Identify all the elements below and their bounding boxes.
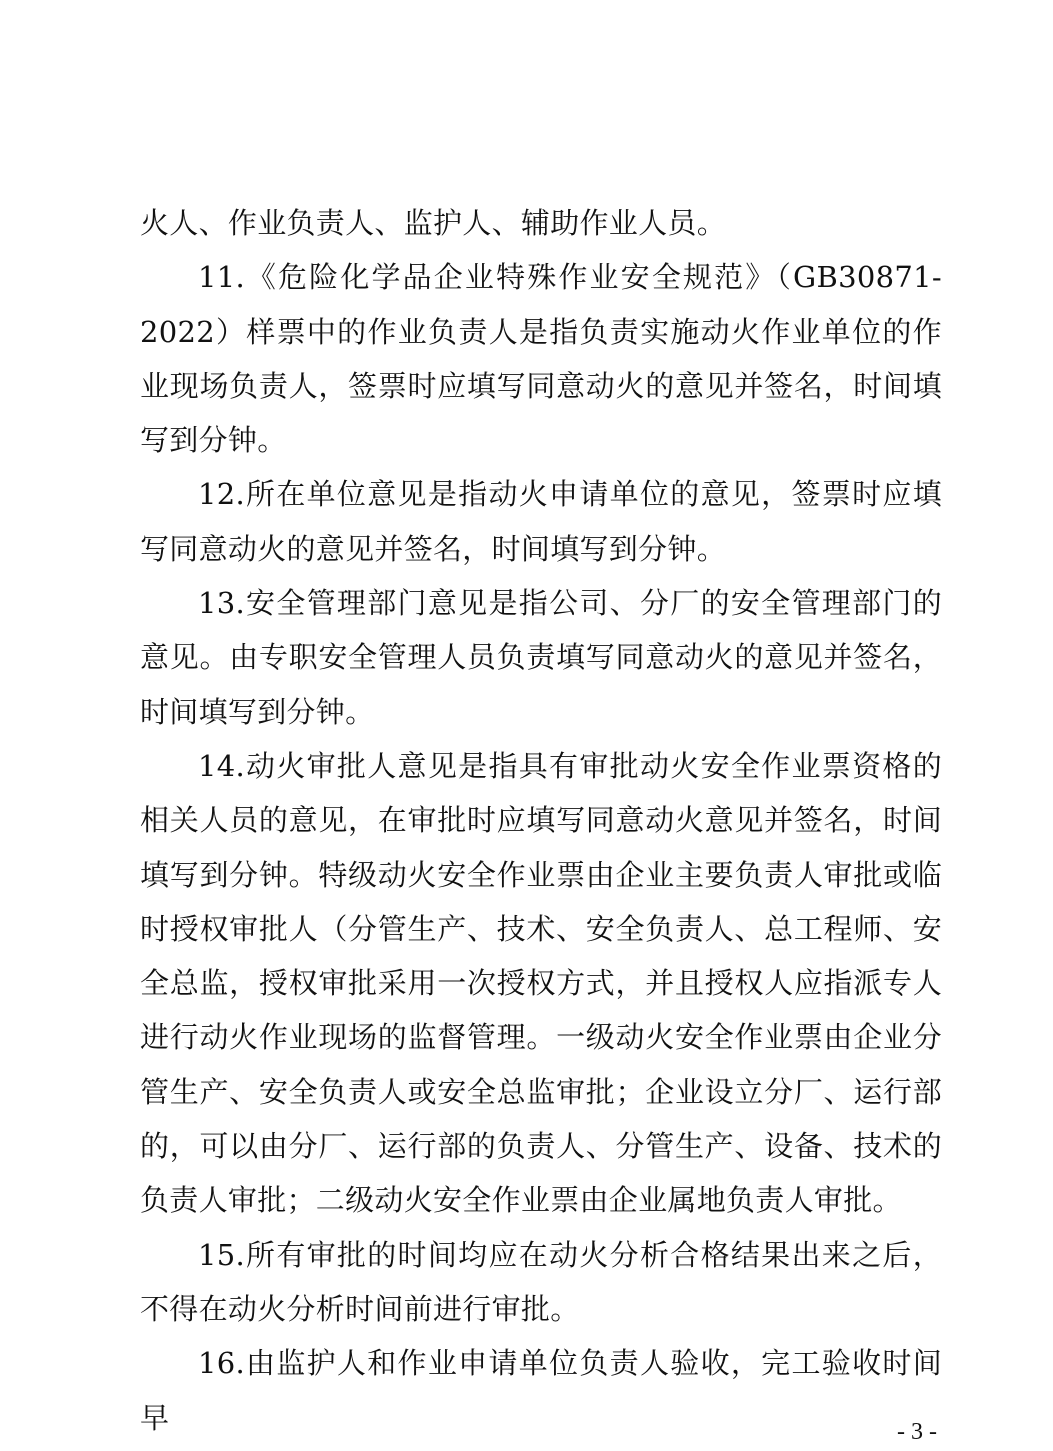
body-text [140, 196, 942, 1445]
paragraph-10-continued: 火人、作业负责人、监护人、辅助作业人员。 [140, 206, 727, 240]
paragraph-13: 13.安全管理部门意见是指公司、分厂的安全管理部门的意见。由专职安全管理人员负责填写同意动火的意见并签名，时间填写到分钟。 [140, 586, 942, 729]
page-number: - 3 - [897, 1419, 937, 1445]
paragraph-14: 14.动火审批人意见是指具有审批动火安全作业票资格的相关人员的意见，在审批时应填写同意动火意见并签名，时间填写到分钟。特级动火安全作业票由企业主要负责人审批或临时授权审批人（分管生产、技术、安全负责人、总工程师、安全总监，授权审批采用一次授权方式，并且授权人应指派专人进行动火作业现场的监督管理。一级动火安全作业票由企业分管生产、安全负责人或安全总监审批；企业设立分厂、运行部的，可以由分厂、运行部的负责人、分管生产、设备、技术的负责人审批；二级动火安全作业票由企业属地负责人审批。 [140, 748, 942, 1218]
paragraph-12: 12.所在单位意见是指动火申请单位的意见，签票时应填写同意动火的意见并签名，时间填写到分钟。 [140, 477, 942, 566]
paragraph-15: 15.所有审批的时间均应在动火分析合格结果出来之后，不得在动火分析时间前进行审批。 [140, 1237, 942, 1326]
paragraph-16: 16.由监护人和作业申请单位负责人验收，完工验收时间早 [140, 1346, 942, 1435]
paragraph-11: 11.《危险化学品企业特殊作业安全规范》（GB30871-2022）样票中的作业负责人是指负责实施动火作业单位的作业现场负责人，签票时应填写同意动火的意见并签名，时间填写到分钟。 [140, 260, 942, 458]
